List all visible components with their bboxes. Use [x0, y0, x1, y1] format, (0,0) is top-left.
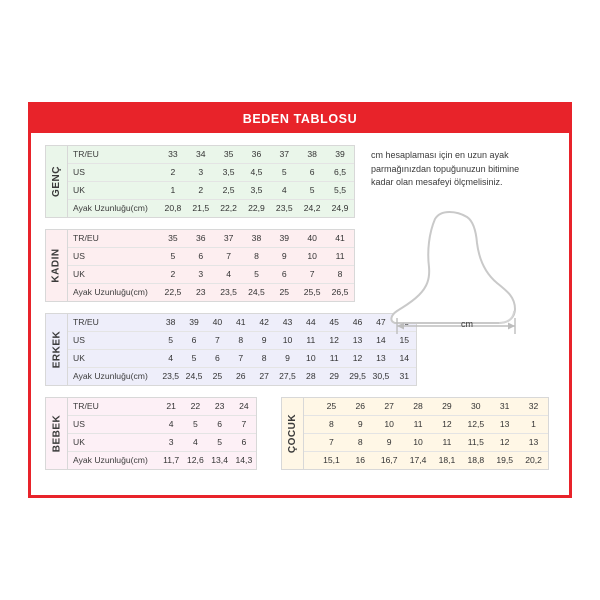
cell: 25,5 [298, 284, 326, 302]
row-label-eu: TR/EU [73, 149, 99, 159]
table-row [68, 146, 354, 164]
cell: 8 [243, 248, 271, 266]
cell: 1 [159, 182, 187, 200]
cell: 14,3 [232, 452, 256, 470]
cell: 31 [499, 401, 510, 411]
size-table-bebek-label: BEBEK [46, 398, 68, 469]
size-table-cocuk-grid [304, 398, 548, 469]
cell: 9 [276, 350, 299, 368]
cell: 41 [235, 317, 246, 327]
cell: 10 [375, 416, 404, 434]
cell: 8 [346, 434, 375, 452]
cell: 19,5 [490, 452, 519, 470]
size-table-kadin-grid [68, 230, 354, 301]
cell: 5 [208, 434, 232, 452]
cell: 11,7 [159, 452, 183, 470]
cell: 10 [299, 350, 322, 368]
size-table-cocuk-label: ÇOCUK [282, 398, 304, 469]
cell: 6 [270, 266, 298, 284]
cell: 13 [346, 332, 369, 350]
cell: 22,9 [243, 200, 271, 218]
cell: 7 [317, 434, 346, 452]
cell: 7 [232, 416, 256, 434]
cell: 6 [208, 416, 232, 434]
cell: 8 [317, 416, 346, 434]
cell: 26 [229, 368, 252, 386]
cell: 9 [346, 416, 375, 434]
cell: 16 [346, 452, 375, 470]
cell: 7 [215, 248, 243, 266]
cell: 10 [404, 434, 433, 452]
cell: 40 [307, 233, 317, 243]
cell: 2 [159, 164, 187, 182]
cell: 39 [279, 233, 290, 243]
cell: 10 [298, 248, 326, 266]
row-label-us: US [68, 332, 159, 350]
size-table-genc-label: GENÇ [46, 146, 68, 217]
measurement-instructions: cm hesaplaması için en uzun ayak parmağınızdan topuğunuzun bitimine kadar olan mesafeyi ölçmelisiniz. [371, 150, 520, 187]
cell: 27 [252, 368, 275, 386]
cell: 20,8 [159, 200, 187, 218]
table-row [68, 230, 354, 248]
cell: 12,6 [183, 452, 207, 470]
cell: 23,5 [270, 200, 298, 218]
cell: 14 [369, 332, 392, 350]
cell: 13 [519, 434, 548, 452]
table-row [68, 350, 416, 368]
cell: 36 [195, 233, 206, 243]
cell: 9 [270, 248, 298, 266]
cell: 23,5 [159, 368, 182, 386]
cell: 30,5 [369, 368, 392, 386]
row-label-uk: UK [68, 182, 159, 200]
cell: 26,5 [326, 284, 354, 302]
cell: 13 [490, 416, 519, 434]
cell: 33 [168, 149, 178, 159]
row-label-length: Ayak Uzunluğu(cm) [68, 284, 159, 302]
cell: 6 [298, 164, 326, 182]
cell: 15 [393, 332, 416, 350]
cell: 47 [376, 317, 386, 327]
row-label-us: US [68, 164, 159, 182]
cell: 24,5 [243, 284, 271, 302]
cell: 38 [251, 233, 262, 243]
cell: 35 [168, 233, 178, 243]
cell: 18,8 [461, 452, 490, 470]
cell: 4,5 [243, 164, 271, 182]
cell: 25 [206, 368, 229, 386]
cell: 11 [433, 434, 462, 452]
cell: 11 [326, 248, 354, 266]
cell: 4 [215, 266, 243, 284]
row-label-uk: UK [68, 434, 159, 452]
page-title [31, 105, 569, 133]
cell: 12 [346, 350, 369, 368]
cell: 22 [190, 401, 201, 411]
cell: 2,5 [215, 182, 243, 200]
cell: 10 [276, 332, 299, 350]
cell: 2 [159, 266, 187, 284]
cell: 31 [393, 368, 416, 386]
cell: 37 [223, 233, 234, 243]
cell: 46 [352, 317, 363, 327]
row-label-eu: TR/EU [73, 317, 99, 327]
cell: 40 [212, 317, 223, 327]
cell: 26 [355, 401, 366, 411]
cell: 25 [326, 401, 337, 411]
table-row [304, 416, 548, 434]
cell: 8 [326, 266, 354, 284]
cell: 13,4 [208, 452, 232, 470]
cell: 6,5 [326, 164, 354, 182]
row-label-us: US [68, 416, 159, 434]
table-row [68, 368, 416, 386]
cell: 39 [189, 317, 199, 327]
size-table-erkek-label: ERKEK [46, 314, 68, 385]
cell: 14 [393, 350, 416, 368]
cell: 5 [243, 266, 271, 284]
cell: 38 [307, 149, 317, 159]
cell: 7 [206, 332, 229, 350]
cell: 28 [413, 401, 423, 411]
cell: 36 [251, 149, 262, 159]
cell: 25 [270, 284, 298, 302]
size-table-genc-grid [68, 146, 354, 217]
table-row [68, 266, 354, 284]
table-row [68, 434, 256, 452]
cell: 16,7 [375, 452, 404, 470]
cell: 8 [229, 332, 252, 350]
table-row [304, 434, 548, 452]
cell: 22,2 [215, 200, 243, 218]
cell: 18,1 [433, 452, 462, 470]
table-row [68, 314, 416, 332]
cell: 9 [252, 332, 275, 350]
row-label-length: Ayak Uzunluğu(cm) [68, 368, 159, 386]
cell: 3 [159, 434, 183, 452]
foot-illustration [383, 211, 545, 336]
cell: 4 [270, 182, 298, 200]
size-chart-card [28, 102, 572, 498]
cell: 41 [335, 233, 345, 243]
cell: 24 [239, 401, 249, 411]
cell: 24,2 [298, 200, 326, 218]
cell: 7 [229, 350, 252, 368]
cell: 3 [187, 266, 215, 284]
measure-label: cm [461, 319, 473, 329]
cell: 17,4 [404, 452, 433, 470]
cell: 29 [323, 368, 346, 386]
cell: 21 [166, 401, 176, 411]
row-label-uk: UK [68, 266, 159, 284]
row-label-eu: TR/EU [73, 233, 99, 243]
cell: 5 [270, 164, 298, 182]
cell: 38 [165, 317, 176, 327]
cell: 23 [214, 401, 225, 411]
table-row [68, 200, 354, 218]
table-row [68, 164, 354, 182]
cell: 34 [195, 149, 206, 159]
cell: 24,5 [182, 368, 205, 386]
cell: 20,2 [519, 452, 548, 470]
cell: 37 [279, 149, 290, 159]
cell: 5 [183, 416, 207, 434]
row-label-length: Ayak Uzunluğu(cm) [68, 200, 159, 218]
cell: 6 [206, 350, 229, 368]
cell: 6 [187, 248, 215, 266]
cell: 2 [187, 182, 215, 200]
cell: 45 [329, 317, 339, 327]
table-row [68, 182, 354, 200]
size-table-erkek-grid [68, 314, 416, 385]
cell: 5 [182, 350, 205, 368]
cell: 32 [528, 401, 539, 411]
row-label-uk: UK [68, 350, 159, 368]
cell: 23 [187, 284, 215, 302]
cell: 4 [159, 416, 183, 434]
size-table-kadin [45, 229, 355, 302]
cell: 21,5 [187, 200, 215, 218]
cell: 12 [323, 332, 346, 350]
cell: 39 [335, 149, 345, 159]
cell: 29,5 [346, 368, 369, 386]
page-title-label: BEDEN TABLOSU [242, 112, 358, 126]
cell: 12 [490, 434, 519, 452]
cell: 4 [159, 350, 182, 368]
chart-body [31, 133, 569, 495]
cell: 23,5 [215, 284, 243, 302]
row-label-length: Ayak Uzunluğu(cm) [68, 452, 159, 470]
row-label-us: US [68, 248, 159, 266]
cell: 3,5 [215, 164, 243, 182]
size-table-bebek [45, 397, 257, 470]
cell: 24,9 [326, 200, 354, 218]
cell: 3,5 [243, 182, 271, 200]
table-row [304, 452, 548, 470]
cell: 11 [323, 350, 346, 368]
cell: 35 [223, 149, 234, 159]
cell: 1 [519, 416, 548, 434]
cell: 22,5 [159, 284, 187, 302]
table-row [68, 248, 354, 266]
cell: 9 [375, 434, 404, 452]
table-row [68, 416, 256, 434]
cell: 6 [182, 332, 205, 350]
cell: 8 [252, 350, 275, 368]
size-table-cocuk [281, 397, 549, 470]
cell: 13 [369, 350, 392, 368]
table-row [68, 398, 256, 416]
cell: 12 [433, 416, 462, 434]
cell: 5 [159, 332, 182, 350]
cell: 27 [384, 401, 394, 411]
cell: 5,5 [326, 182, 354, 200]
cell: 15,1 [317, 452, 346, 470]
table-row [68, 452, 256, 470]
cell: 29 [442, 401, 452, 411]
table-row [68, 284, 354, 302]
cell: 27,5 [276, 368, 299, 386]
size-table-genc [45, 145, 355, 218]
size-table-erkek [45, 313, 417, 386]
cell: 11 [404, 416, 433, 434]
cell: 11,5 [461, 434, 490, 452]
row-label-eu: TR/EU [73, 401, 99, 411]
cell: 12,5 [461, 416, 490, 434]
cell: 11 [299, 332, 322, 350]
table-row [68, 332, 416, 350]
cell: 44 [306, 317, 316, 327]
size-table-kadin-label: KADIN [46, 230, 68, 301]
cell: 5 [298, 182, 326, 200]
cell: 28 [299, 368, 322, 386]
cell: 42 [259, 317, 269, 327]
cell: 5 [159, 248, 187, 266]
cell: 4 [183, 434, 207, 452]
size-table-bebek-grid [68, 398, 256, 469]
cell: 3 [187, 164, 215, 182]
cell: 43 [282, 317, 293, 327]
table-row [304, 398, 548, 416]
cell: 6 [232, 434, 256, 452]
cell: 7 [298, 266, 326, 284]
cell: 30 [471, 401, 481, 411]
